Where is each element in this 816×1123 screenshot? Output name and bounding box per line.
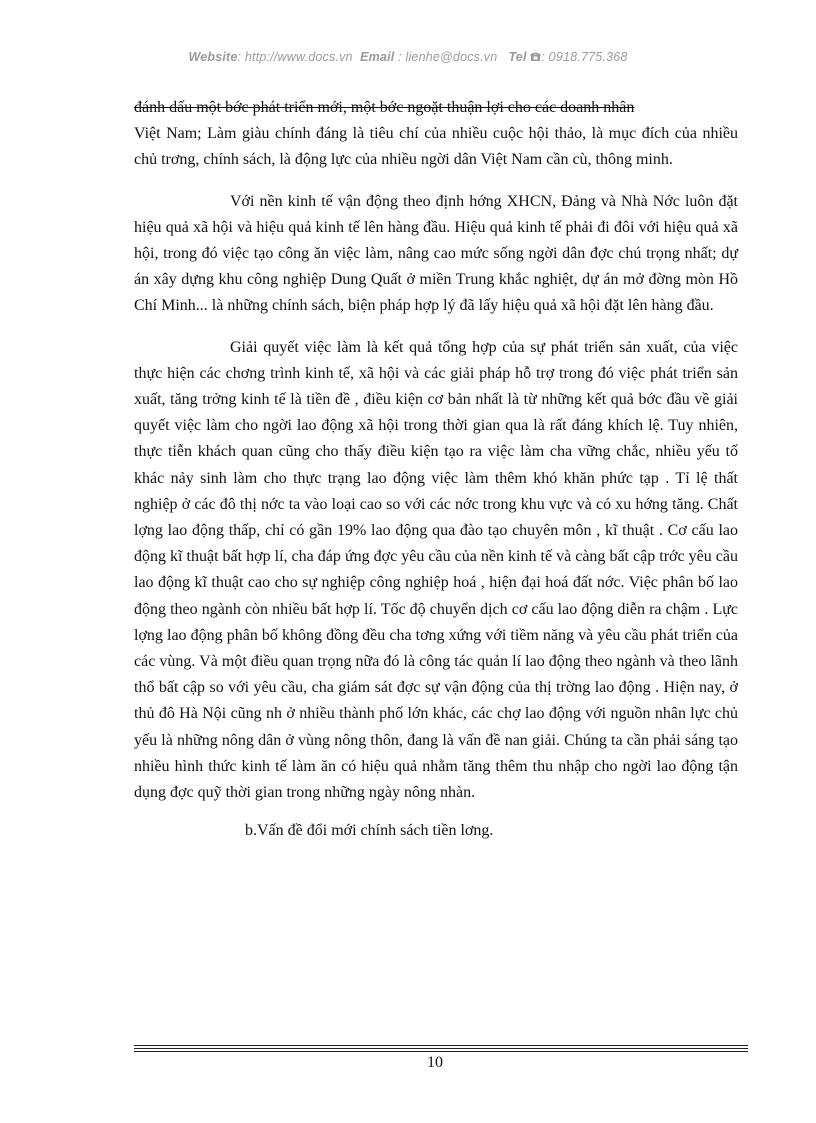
phone-icon	[530, 52, 541, 62]
tel-value: : 0918.775.368	[541, 50, 628, 64]
email-value: : lienhe@docs.vn	[398, 50, 498, 64]
paragraph-2: Với nền kinh tế vận động theo định hớng XHCN, Đảng và Nhà Nớc luôn đặt hiệu quả xã hội và hiệu quả kinh tế lên hàng đầu. Hiệu quả kinh tế phải đi đôi với hiệu quả xã hội, trong đó việc tạo công ăn việc làm, nâng cao mức sống ngời dân đợc chú trọng nhất; dự án xây dựng khu công nghiệp Dung Quất ở miền Trung khắc nghiệt, dự án mở đờng mòn Hồ Chí Minh... là những chính sách, biện pháp hợp lý đã lấy hiệu quả xã hội đặt lên hàng đầu.	[134, 192, 738, 315]
page-number: 10	[427, 1054, 443, 1071]
page-header	[0, 50, 816, 64]
website-label: Website	[188, 50, 238, 64]
tel-label: Tel	[508, 50, 527, 64]
section-subheading: b.Vấn đề đổi mới chính sách tiền lơng.	[245, 822, 494, 840]
website-value: : http://www.docs.vn	[237, 50, 353, 64]
truncated-top-line: đánh dấu một bớc phát triển mới, một bớc ngoặt thuận lợi cho các doanh nhân	[134, 99, 635, 116]
paragraph-1: Việt Nam; Làm giàu chính đáng là tiêu chí của nhiều cuộc hội thảo, là mục đích của nhiều chủ trơng, chính sách, là động lực của nhiều ngời dân Việt Nam cần cù, thông minh.	[134, 125, 738, 169]
paragraph-3: Giải quyết việc làm là kết quả tổng hợp của sự phát triển sản xuất, của việc thực hiện các chơng trình kinh tế, xã hội và các giải pháp hỗ trợ trong đó việc phát triển sản xuất, tăng trởng kinh tế là tiền đề , điều kiện cơ bản nhất là từ những kết quả bớc đầu về giải quyết việc làm cho ngời lao động xã hội trong thời gian qua là rất đáng khích lệ. Tuy nhiên, thực tiễn khách quan cũng cho thấy điều kiện tạo ra việc làm cha vững chắc, nhiều yếu tố khác nảy sinh làm cho thực trạng lao động việc làm thêm khó khăn phức tạp . Tỉ lệ thất nghiệp ở các đô thị nớc ta vào loại cao so với các nớc trong khu vực và có xu hớng tăng. Chất lợng lao động thấp, chỉ có gần 19% lao động qua đào tạo chuyên môn , kĩ thuật . Cơ cấu lao động kĩ thuật bất hợp lí, cha đáp ứng đợc yêu cầu của nền kinh tế và càng bất cập trớc yêu cầu lao động kĩ thuật cao cho sự nghiệp công nghiệp hoá , hiện đại hoá đất nớc. Việc phân bố lao động theo ngành còn nhiều bất hợp lí. Tốc độ chuyển dịch cơ cấu lao động diễn ra chậm . Lực lợng lao động phân bố không đồng đều cha tơng xứng với tiềm năng và yêu cầu phát triển của các vùng. Và một điều quan trọng nữa đó là công tác quản lí lao động theo ngành và theo lãnh thổ bất cập so với yêu cầu, cha giám sát đợc sự vận động của thị trờng lao động . Hiện nay, ở thủ đô Hà Nội cũng nh ở nhiều thành phố lớn khác, các chợ lao động với nguồn nhân lực chủ yếu là những nông dân ở vùng nông thôn, đang là vấn đề nan giải. Chúng ta cần phải sáng tạo nhiều hình thức kinh tế làm ăn có hiệu quả nhằm tăng thêm thu nhập cho ngời lao động tận dụng đợc quỹ thời gian trong những ngày nông nhàn.	[134, 338, 738, 802]
email-label: Email	[360, 50, 395, 64]
document-body	[134, 95, 738, 844]
footer-divider	[134, 1045, 748, 1054]
